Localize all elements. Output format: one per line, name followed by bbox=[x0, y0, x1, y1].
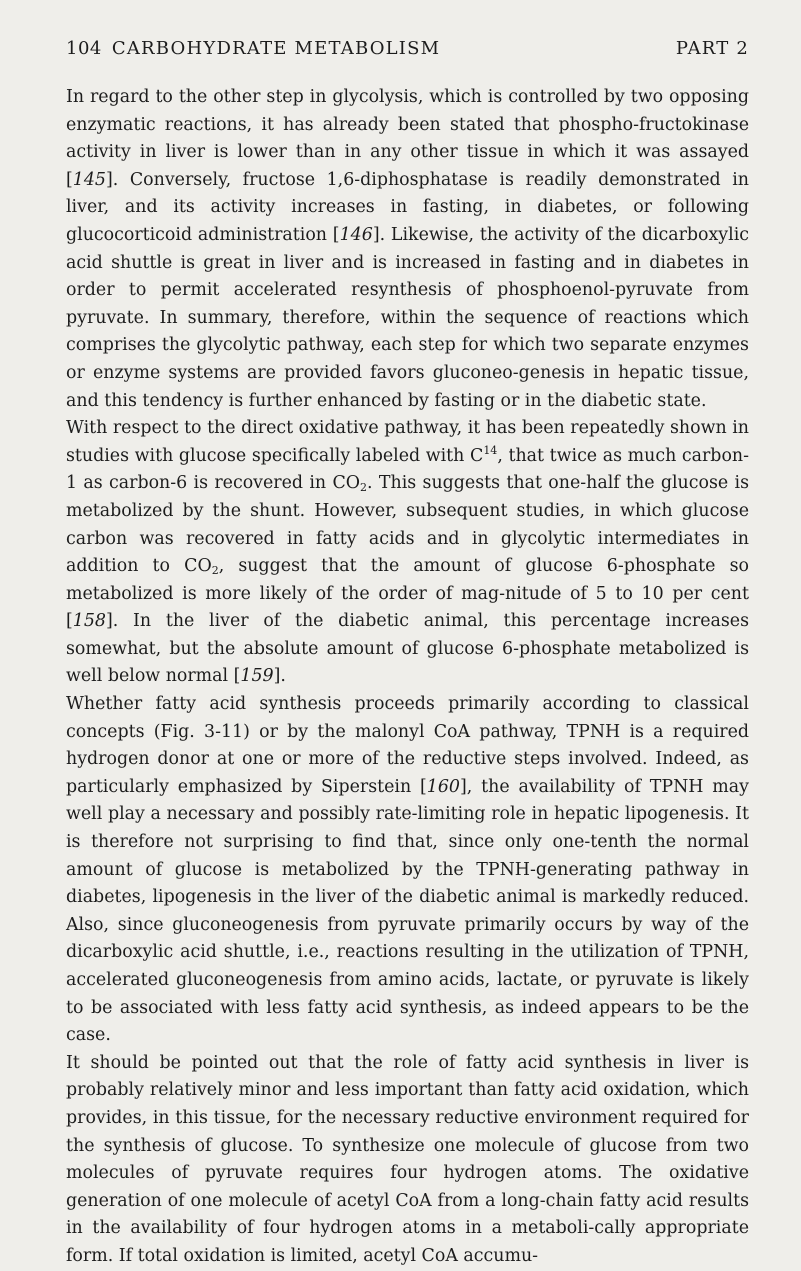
text-run: ]. Likewise, the activity of the dicarboxylic acid shuttle is great in liver and is increased in fasting and in diabetes in order to permit accelerated resynthesis of phosphoenol-pyruvate from pyruvate. In summary, therefore, within the sequence of reactions which comprises the glycolytic pathway, each step for which two separate enzymes or enzyme systems are provided favors gluconeo-genesis in hepatic tissue, and this tendency is further enhanced by fasting or in the diabetic state. bbox=[66, 224, 749, 411]
chapter-title: CARBOHYDRATE METABOLISM bbox=[111, 38, 441, 59]
text-run: Whether fatty acid synthesis proceeds primarily according to classical concepts (Fig. 3-11) or by the malonyl CoA pathway, TPNH is a required hydrogen donor at one or more of the reductive steps involved. Indeed, as particularly emphasized by Siperstein [ bbox=[66, 694, 749, 797]
header-left bbox=[66, 38, 440, 59]
paragraph-1 bbox=[66, 84, 749, 415]
citation-ref: 158 bbox=[72, 611, 106, 632]
superscript: 14 bbox=[483, 443, 498, 457]
text-run: ]. In the liver of the diabetic animal, this percentage increases somewhat, but the absolute amount of glucose 6-phosphate metabolized is well below normal [ bbox=[66, 611, 749, 687]
citation-ref: 160 bbox=[426, 776, 460, 797]
subscript: 2 bbox=[211, 564, 219, 578]
citation-ref: 159 bbox=[240, 666, 274, 687]
running-header bbox=[66, 38, 749, 59]
text-run: . This suggests that one-half the glucose is metabolized by the shunt. However, subsequent studies, in which glucose carbon was recovered in fatty acids and in glycolytic intermediates in addition to CO bbox=[66, 473, 749, 577]
text-run: , suggest that the amount of glucose 6-phosphate so metabolized is more likely of the order of mag-nitude of 5 to 10 per cent [ bbox=[66, 556, 749, 632]
citation-ref: 146 bbox=[339, 224, 373, 245]
text-run: It should be pointed out that the role of fatty acid synthesis in liver is probably relatively minor and less important than fatty acid oxidation, which provides, in this tissue, for the necessary reductive environment required for the synthesis of glucose. To synthesize one molecule of glucose from two molecules of pyruvate requires four hydrogen atoms. The oxidative generation of one molecule of acetyl CoA from a long-chain fatty acid results in the availability of four hydrogen atoms in a metaboli-cally appropriate form. If total oxidation is limited, acetyl CoA accumu- bbox=[66, 1052, 749, 1266]
text-run: ]. Conversely, fructose 1,6-diphosphatase is readily demonstrated in liver, and its activity increases in fasting, in diabetes, or following glucocorticoid administration [ bbox=[66, 169, 749, 245]
paragraph-3 bbox=[66, 691, 749, 1050]
text-run: ], the availability of TPNH may well play a necessary and possibly rate-limiting role in hepatic lipogenesis. It is therefore not surprising to find that, since only one-tenth the normal amount of glucose is metabolized by the TPNH-generating pathway in diabetes, lipogenesis in the liver of the diabetic animal is markedly reduced. Also, since gluconeogenesis from pyruvate primarily occurs by way of the dicarboxylic acid shuttle, i.e., reactions resulting in the utilization of TPNH, accelerated gluconeogenesis from amino acids, lactate, or pyruvate is likely to be associated with less fatty acid synthesis, as indeed appears to be the case. bbox=[66, 776, 749, 1046]
text-run: , that twice as much carbon-1 as carbon-6 is recovered in CO bbox=[66, 445, 749, 494]
paragraph-2 bbox=[66, 415, 749, 691]
text-run: In regard to the other step in glycolysis, which is controlled by two opposing enzymatic reactions, it has already been stated that phospho-fructokinase activity in liver is lower than in any other tissue in which it was assayed [ bbox=[66, 87, 749, 190]
text-run: With respect to the direct oxidative pathway, it has been repeatedly shown in studies with glucose specifically labeled with C bbox=[66, 418, 749, 466]
subscript: 2 bbox=[360, 481, 368, 495]
page-number: 104 bbox=[66, 38, 102, 59]
part-label: PART 2 bbox=[675, 38, 749, 59]
paragraph-4 bbox=[66, 1050, 749, 1271]
body-text bbox=[66, 84, 749, 1271]
citation-ref: 145 bbox=[72, 169, 106, 190]
text-run: ]. bbox=[273, 666, 286, 687]
